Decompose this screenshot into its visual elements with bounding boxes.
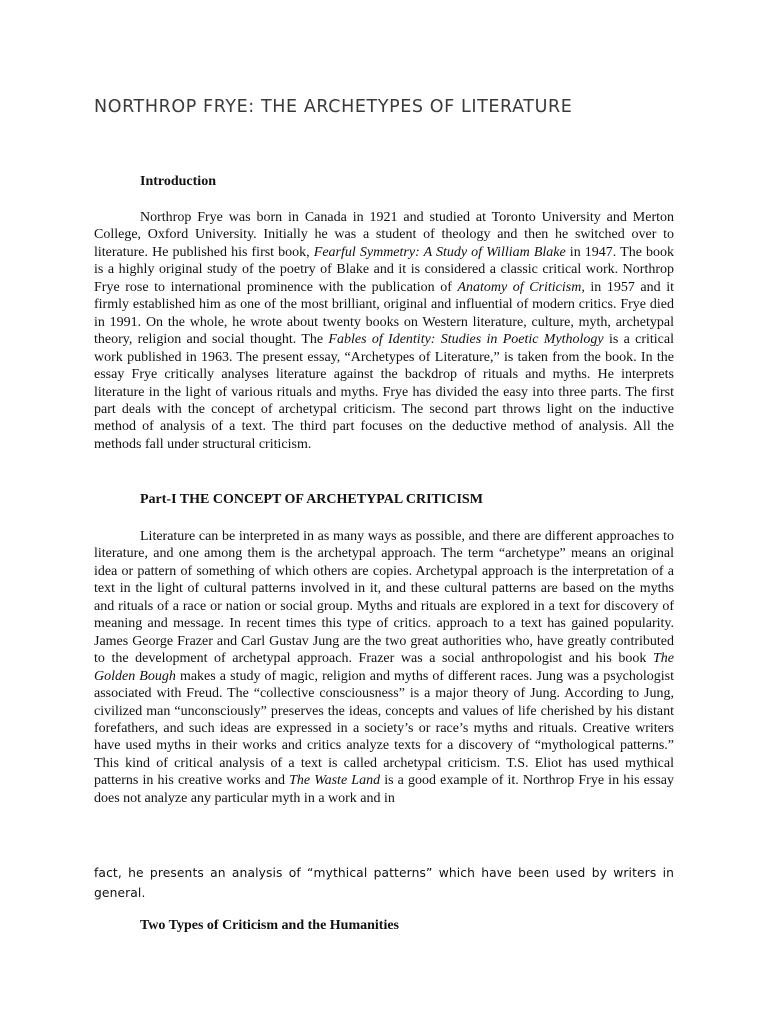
intro-paragraph bbox=[94, 209, 674, 453]
intro-text-2: in 1947. The book is a highly original study of the poetry of Blake and it is considered a classic critical work. Northrop Frye rose to international prominence with the publication of bbox=[94, 244, 674, 295]
section-heading-part1: Part-I THE CONCEPT OF ARCHETYPAL CRITICISM bbox=[140, 492, 483, 507]
intro-book-title-2: Anatomy of Criticism, bbox=[457, 279, 585, 295]
part1-book-title-1: The Golden Bough bbox=[94, 651, 674, 684]
document-title: NORTHROP FRYE: THE ARCHETYPES OF LITERATURE bbox=[94, 97, 573, 117]
intro-book-title-3: Fables of Identity: Studies in Poetic Mythology bbox=[328, 332, 604, 348]
part1-text-1: Literature can be interpreted in as many ways as possible, and there are different approaches to literature, and one among them is the archetypal approach. The term “archetype” means an original idea or pattern of something of which others are copies. Archetypal approach is the interpretation of a text in the light of cultural patterns involved in it, and these cultural patterns are based on the myths and rituals of a race or nation or social group. Myths and rituals are explored in a text for discovery of meaning and message. In recent times this type of critics. approach to a text has gained popularity. James George Frazer and Carl Gustav Jung are the two great authorities who, have greatly contributed to the development of archetypal approach. Frazer was a social anthropologist and his book bbox=[94, 529, 674, 667]
continuation-paragraph: fact, he presents an analysis of “mythical patterns” which have been used by writers in general. bbox=[94, 866, 674, 900]
intro-book-title-1: Fearful Symmetry: A Study of William Blake bbox=[313, 244, 566, 260]
intro-text-1: Northrop Frye was born in Canada in 1921 and studied at Toronto University and Merton College, Oxford University. Initially he was a student of theology and then he switched over to literature. He published his first book, bbox=[94, 210, 674, 260]
part1-text-3: is a good example of it. Northrop Frye in his essay does not analyze any particular myth in a work and in bbox=[94, 773, 675, 806]
section-heading-introduction: Introduction bbox=[140, 174, 216, 189]
part1-book-title-2: The Waste Land bbox=[289, 773, 381, 789]
part1-text-2: makes a study of magic, religion and myths of different races. Jung was a psychologist associated with Freud. The “collective consciousness” is a major theory of Jung. According to Jung, civilized man “unconsciously” preserves the ideas, concepts and values of life cherished by his distant forefathers, and such ideas are expressed in a society’s or race’s myths and rituals. Creative writers have used myths in their works and critics analyze texts for a discovery of “mythological patterns.” This kind of critical analysis of a text is called archetypal criticism. T.S. Eliot has used mythical patterns in his creative works and bbox=[94, 668, 674, 789]
intro-text-4: is a critical work published in 1963. The present essay, “Archetypes of Literature,” is taken from the book. In the essay Frye critically analyses literature against the backdrop of rituals and myths. He interprets literature in the light of various rituals and myths. Frye has divided the easy into three parts. The first part deals with the concept of archetypal criticism. The second part throws light on the inductive method of analysis of a text. The third part focuses on the deductive method of analysis. All the methods fall under structural criticism. bbox=[94, 332, 674, 452]
intro-text-3: in 1957 and it firmly established him as one of the most brilliant, original and influential of modern critics. Frye died in 1991. On the whole, he wrote about twenty books on Western literature, culture, myth, archetypal theory, religion and social thought. The bbox=[94, 279, 674, 348]
part1-paragraph bbox=[94, 528, 674, 807]
section-heading-two-types: Two Types of Criticism and the Humanities bbox=[140, 918, 400, 933]
